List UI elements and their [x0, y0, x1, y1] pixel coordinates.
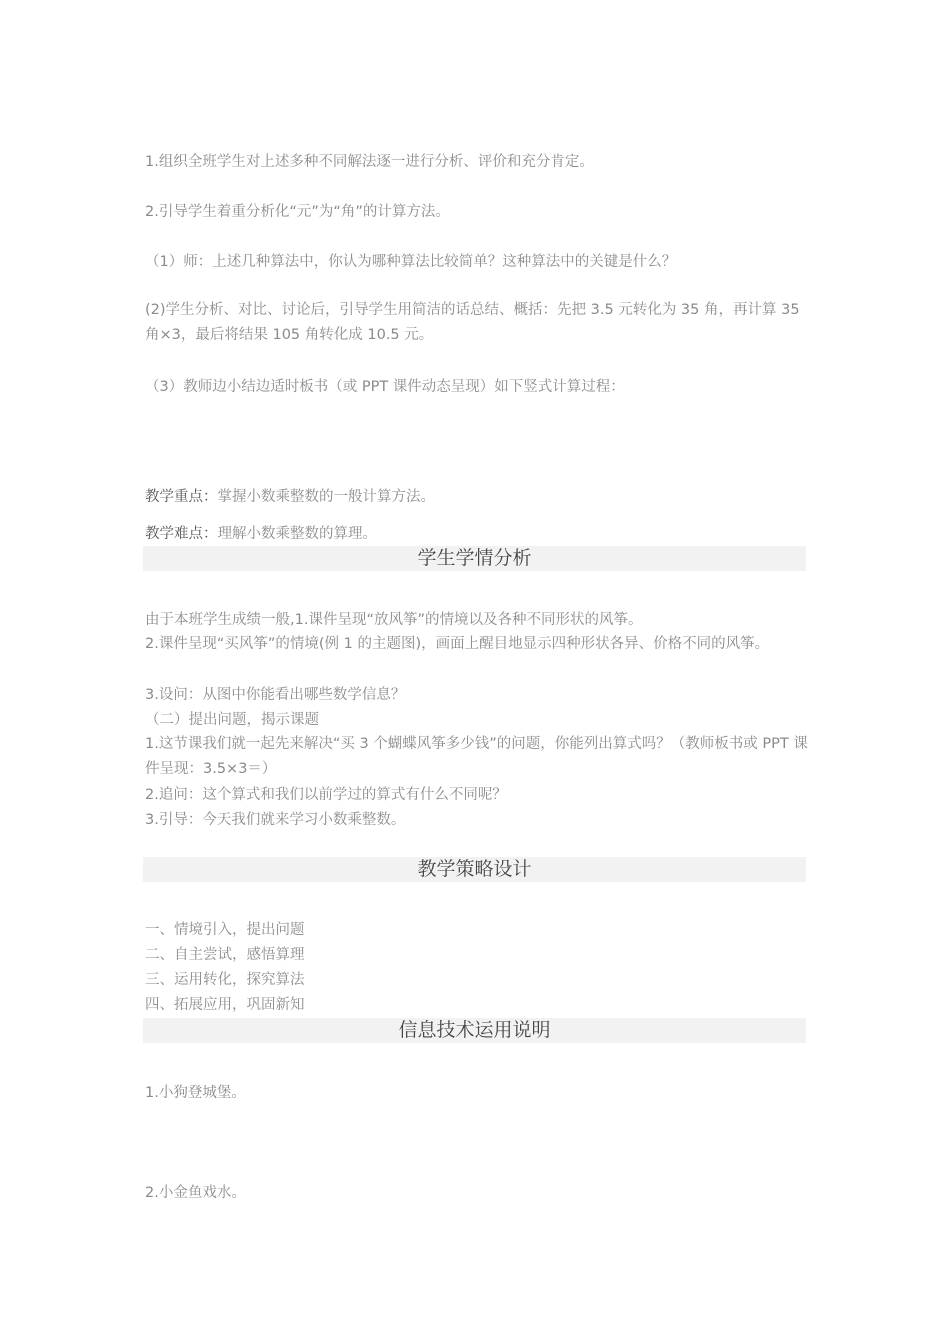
paragraph-guide-yuan-to-jiao: 2.引导学生着重分析化“元”为“角”的计算方法。	[145, 204, 450, 220]
analysis-line-1: 由于本班学生成绩一般,1.课件呈现“放风筝”的情境以及各种不同形状的风筝。	[145, 612, 643, 628]
analysis-line-7: 3.引导：今天我们就来学习小数乘整数。	[145, 812, 406, 828]
section-heading-teaching-strategy: 教学策略设计	[143, 857, 806, 882]
tech-item-1: 1.小狗登城堡。	[145, 1085, 246, 1101]
section-heading-student-analysis: 学生学情分析	[143, 546, 806, 571]
strategy-item-2: 二、自主尝试，感悟算理	[145, 947, 305, 963]
teaching-focus	[145, 487, 810, 507]
analysis-line-4: （二）提出问题，揭示课题	[145, 712, 319, 728]
paragraph-board-writing: （3）教师边小结边适时板书（或 PPT 课件动态呈现）如下竖式计算过程：	[145, 379, 625, 395]
teaching-focus-label: 教学重点：	[145, 489, 218, 505]
strategy-item-3: 三、运用转化，探究算法	[145, 972, 305, 988]
analysis-line-5: 1.这节课我们就一起先来解决“买 3 个蝴蝶风筝多少钱”的问题，你能列出算式吗？（教师板书或 PPT 课件呈现：3.5×3＝）	[145, 736, 808, 777]
paragraph-analysis-methods: 1.组织全班学生对上述多种不同解法逐一进行分析、评价和充分肯定。	[145, 154, 594, 170]
analysis-line-3: 3.设问：从图中你能看出哪些数学信息？	[145, 687, 406, 703]
strategy-item-1: 一、情境引入，提出问题	[145, 922, 305, 938]
teaching-difficulty-text: 理解小数乘整数的算理。	[217, 526, 377, 542]
strategy-item-4: 四、拓展应用，巩固新知	[145, 997, 305, 1013]
paragraph-teacher-question: （1）师：上述几种算法中，你认为哪种算法比较简单？这种算法中的关键是什么？	[145, 254, 677, 270]
analysis-line-2: 2.课件呈现“买风筝”的情境(例 1 的主题图)，画面上醒目地显示四种形状各异、价格不同的风筝。	[145, 636, 770, 652]
section-heading-it-usage: 信息技术运用说明	[143, 1018, 806, 1043]
tech-item-2: 2.小金鱼戏水。	[145, 1185, 246, 1201]
paragraph-student-summary: (2)学生分析、对比、讨论后，引导学生用简洁的话总结、概括：先把 3.5 元转化为 35 角，再计算 35 角×3，最后将结果 105 角转化成 10.5 元。	[145, 302, 800, 343]
teaching-difficulty	[145, 524, 810, 544]
analysis-line-6: 2.追问：这个算式和我们以前学过的算式有什么不同呢？	[145, 787, 507, 803]
teaching-focus-text: 掌握小数乘整数的一般计算方法。	[217, 489, 435, 505]
teaching-difficulty-label: 教学难点：	[145, 526, 218, 542]
